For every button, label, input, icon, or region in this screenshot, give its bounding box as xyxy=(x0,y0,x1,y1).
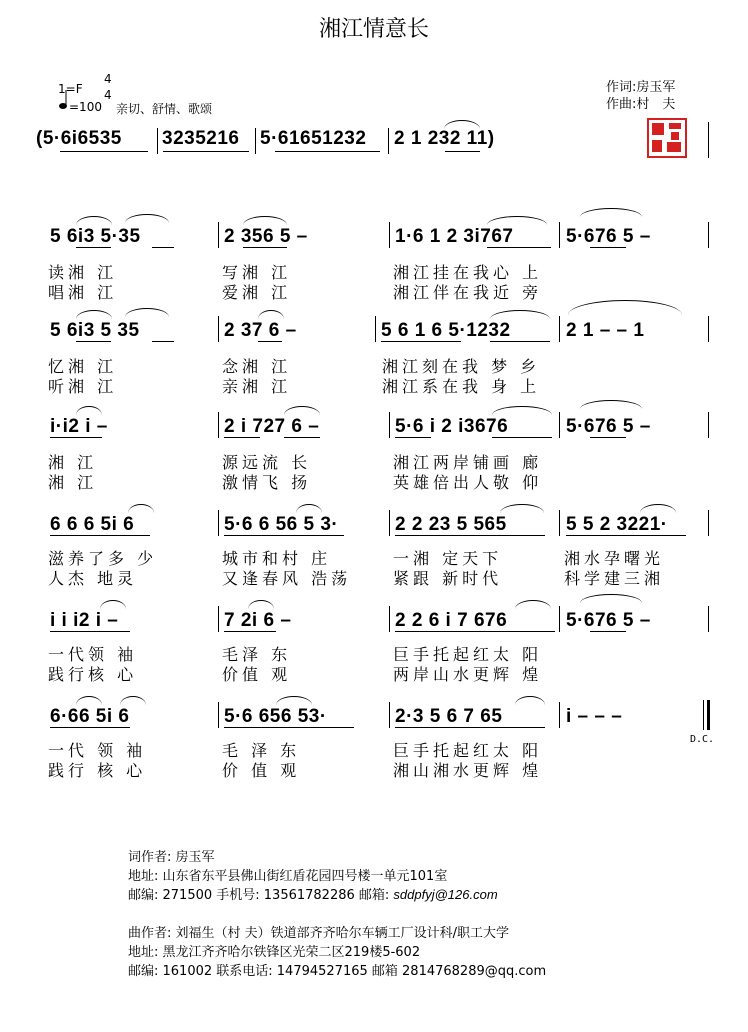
row2-lyric1-a: 忆湘 江 xyxy=(48,357,118,376)
barline xyxy=(708,316,709,342)
slur xyxy=(284,406,320,415)
slur xyxy=(100,600,126,609)
row5-measure-2: 7 2i 6 – xyxy=(224,610,292,631)
barline xyxy=(559,412,560,438)
row6-measure-3: 2·3 5 6 7 65 xyxy=(395,706,503,727)
barline xyxy=(218,606,219,632)
barline xyxy=(218,412,219,438)
footer-lyricist-name: 词作者: 房玉军 xyxy=(128,850,215,865)
barline xyxy=(375,316,376,342)
composer-credit: 作曲:村 夫 xyxy=(606,97,676,112)
barline xyxy=(708,606,709,632)
slur xyxy=(296,504,322,513)
barline xyxy=(389,702,390,728)
slur xyxy=(258,310,284,319)
row2-measure-3: 5 6 1 6 5·1232 xyxy=(381,320,511,341)
barline xyxy=(708,510,709,536)
row1-measure-1: 5 6i3 5·35 xyxy=(50,226,141,247)
beam xyxy=(163,151,249,152)
intro-measure-3: 5·61651232 xyxy=(260,128,367,149)
row5-lyric1-a: 一代领 袖 xyxy=(48,645,138,664)
row3-measure-1: i·i2 i – xyxy=(50,416,108,437)
slur xyxy=(580,208,642,217)
row4-lyric2-b: 又逢春风 浩荡 xyxy=(222,569,352,588)
song-title: 湘江情意长 xyxy=(318,17,429,42)
row5-measure-1: i i i2 i – xyxy=(50,610,119,631)
row3-lyric2-a: 湘 江 xyxy=(48,473,98,492)
row6-lyric2-c: 湘山湘水更辉 煌 xyxy=(393,761,543,780)
slur xyxy=(492,406,552,415)
row1-lyric1-a: 读湘 江 xyxy=(48,263,118,282)
row4-lyric2-c: 紧跟 新时代 xyxy=(393,569,503,588)
row5-measure-4: 5·676 5 – xyxy=(566,610,651,631)
barline xyxy=(389,606,390,632)
beam xyxy=(590,437,626,438)
barline xyxy=(559,222,560,248)
row5-lyric1-c: 巨手托起红太 阳 xyxy=(393,645,543,664)
beam xyxy=(445,151,480,152)
beam xyxy=(76,247,111,248)
final-barline-thick xyxy=(707,700,710,730)
beam xyxy=(381,341,461,342)
footer-composer-address: 地址: 黑龙江齐齐哈尔铁锋区光荣二区219楼5-602 xyxy=(128,945,421,960)
row6-measure-1: 6·66 5i 6 xyxy=(50,706,130,727)
row6-lyric2-b: 价 值 观 xyxy=(222,761,301,780)
seal-side-line xyxy=(708,122,709,158)
beam xyxy=(76,341,111,342)
row2-lyric2-b: 亲湘 江 xyxy=(222,377,292,396)
intro-measure-1: (5·6i6535 xyxy=(36,128,122,149)
beam xyxy=(258,341,282,342)
row5-lyric2-a: 践行核 心 xyxy=(48,665,138,684)
barline xyxy=(218,316,219,342)
beam xyxy=(60,151,148,152)
intro-measure-4: 2 1 232 11) xyxy=(394,128,495,149)
row3-measure-4: 5·676 5 – xyxy=(566,416,651,437)
row4-measure-3: 2 2 23 5 565 xyxy=(395,514,507,535)
barline xyxy=(218,510,219,536)
row4-measure-2: 5·6 6 56 5 3· xyxy=(224,514,339,535)
footer-lyricist-address: 地址: 山东省东平县佛山街红盾花园四号楼一单元101室 xyxy=(128,869,448,884)
row1-lyric1-c: 湘江挂在我心 上 xyxy=(393,263,543,282)
row2-lyric2-c: 湘江系在我 身 上 xyxy=(382,377,541,396)
row4-lyric2-d: 科学建三湘 xyxy=(564,569,665,588)
beam xyxy=(50,535,150,536)
barline xyxy=(559,606,560,632)
row2-measure-4: 2 1 – – 1 xyxy=(566,320,645,341)
barline xyxy=(708,412,709,438)
row3-measure-2: 2 i 727 6 – xyxy=(224,416,320,437)
row6-measure-2: 5·6 656 53· xyxy=(224,706,327,727)
beam xyxy=(50,631,130,632)
slur xyxy=(515,696,545,705)
slur xyxy=(276,696,312,705)
slur xyxy=(515,600,551,609)
row5-lyric2-c: 两岸山水更辉 煌 xyxy=(393,665,543,684)
slur xyxy=(125,308,169,317)
footer-lyricist-email[interactable]: sddpfyj@126.com xyxy=(393,887,498,902)
beam xyxy=(590,631,626,632)
meter-top: 4 xyxy=(104,72,112,86)
beam xyxy=(395,631,555,632)
slur xyxy=(490,310,550,319)
row6-lyric2-a: 践行 核 心 xyxy=(48,761,147,780)
meter-bottom: 4 xyxy=(104,88,112,102)
row5-lyric1-b: 毛泽 东 xyxy=(222,645,292,664)
row3-lyric1-c: 湘江两岸铺画 廊 xyxy=(393,453,543,472)
row4-measure-1: 6 6 6 5i 6 xyxy=(50,514,135,535)
lyricist-credit: 作词:房玉军 xyxy=(606,80,676,95)
slur xyxy=(487,216,547,225)
expression-marking: 亲切、舒情、歌颂 xyxy=(116,102,213,116)
row1-measure-2: 2 356 5 – xyxy=(224,226,308,247)
beam xyxy=(395,535,545,536)
row1-measure-3: 1·6 1 2 3i767 xyxy=(395,226,514,247)
row5-measure-3: 2 2 6 i 7 676 xyxy=(395,610,508,631)
row1-lyric2-b: 爱湘 江 xyxy=(222,283,292,302)
beam xyxy=(50,727,130,728)
row3-measure-3: 5·6 i 2 i3676 xyxy=(395,416,509,437)
row3-lyric1-b: 源远流 长 xyxy=(222,453,312,472)
beam xyxy=(566,535,686,536)
row4-measure-4: 5 5 2 3221· xyxy=(566,514,668,535)
barline xyxy=(559,316,560,342)
barline xyxy=(157,128,158,154)
slur xyxy=(128,504,154,513)
slur xyxy=(76,310,112,319)
beam xyxy=(224,631,276,632)
slur xyxy=(580,400,642,409)
beam xyxy=(284,437,320,438)
footer-composer-contact: 邮编: 161002 联系电话: 14794527165 邮箱 2814768289@qq.com xyxy=(128,964,547,979)
row3-lyric2-b: 激情飞 扬 xyxy=(222,473,312,492)
row4-lyric1-b: 城市和村 庄 xyxy=(222,549,332,568)
row3-lyric2-c: 英雄倍出人敬 仰 xyxy=(393,473,543,492)
barline xyxy=(389,510,390,536)
beam xyxy=(590,247,626,248)
row1-measure-4: 5·676 5 – xyxy=(566,226,651,247)
beam xyxy=(50,437,102,438)
row2-lyric1-c: 湘江刻在我 梦 乡 xyxy=(382,357,541,376)
barline xyxy=(389,412,390,438)
beam xyxy=(492,437,552,438)
slur xyxy=(76,696,102,705)
row6-lyric1-b: 毛 泽 东 xyxy=(222,741,301,760)
slur xyxy=(640,504,676,513)
slur xyxy=(580,594,642,603)
barline xyxy=(218,702,219,728)
barline xyxy=(255,128,256,154)
row2-lyric2-a: 听湘 江 xyxy=(48,377,118,396)
row4-lyric2-a: 人杰 地灵 xyxy=(48,569,138,588)
slur xyxy=(76,216,112,225)
barline xyxy=(388,128,389,154)
final-barline-thin xyxy=(703,700,704,730)
beam xyxy=(152,341,174,342)
slur xyxy=(125,214,169,223)
row2-measure-2: 2 37 6 – xyxy=(224,320,297,341)
barline xyxy=(708,222,709,248)
beam xyxy=(275,151,380,152)
barline xyxy=(559,510,560,536)
beam xyxy=(490,341,550,342)
key-signature: 1=F xyxy=(58,82,83,96)
footer-composer-name: 曲作者: 刘福生（村 夫）铁道部齐齐哈尔车辆工厂设计科/职工大学 xyxy=(128,926,510,941)
footer-lyricist-contact xyxy=(128,884,498,903)
beam xyxy=(152,247,174,248)
beam xyxy=(243,247,287,248)
row2-measure-1: 5 6i3 5 35 xyxy=(50,320,140,341)
beam xyxy=(224,727,354,728)
row5-lyric2-b: 价值 观 xyxy=(222,665,292,684)
beam xyxy=(395,437,431,438)
beam xyxy=(224,437,260,438)
barline xyxy=(389,222,390,248)
row1-lyric1-b: 写湘 江 xyxy=(222,263,292,282)
row6-lyric1-a: 一代 领 袖 xyxy=(48,741,147,760)
row6-measure-4: i – – – xyxy=(566,706,623,727)
row6-lyric1-c: 巨手托起红太 阳 xyxy=(393,741,543,760)
quarter-note-icon xyxy=(58,90,68,110)
intro-measure-2: 3235216 xyxy=(162,128,240,149)
row4-lyric1-a: 滋养了多 少 xyxy=(48,549,158,568)
slur xyxy=(500,504,544,513)
barline xyxy=(218,222,219,248)
barline xyxy=(559,702,560,728)
row4-lyric1-d: 湘水孕曙光 xyxy=(564,549,665,568)
slur xyxy=(568,300,682,315)
beam xyxy=(487,247,551,248)
footer-lyricist-contact-text: 邮编: 271500 手机号: 13561782286 邮箱: xyxy=(128,888,390,903)
seal-stamp-icon xyxy=(647,118,687,158)
row2-lyric1-b: 念湘 江 xyxy=(222,357,292,376)
slur xyxy=(76,406,102,415)
beam xyxy=(395,727,545,728)
slur xyxy=(243,216,287,225)
row1-lyric2-c: 湘江伴在我近 旁 xyxy=(393,283,543,302)
da-capo-marking: D.C. xyxy=(690,734,715,745)
row4-lyric1-c: 一湘 定天下 xyxy=(393,549,503,568)
row3-lyric1-a: 湘 江 xyxy=(48,453,98,472)
slur xyxy=(248,600,274,609)
tempo-marking: =100 xyxy=(69,100,102,114)
beam xyxy=(224,535,344,536)
row1-lyric2-a: 唱湘 江 xyxy=(48,283,118,302)
slur xyxy=(120,696,146,705)
slur xyxy=(444,120,480,129)
